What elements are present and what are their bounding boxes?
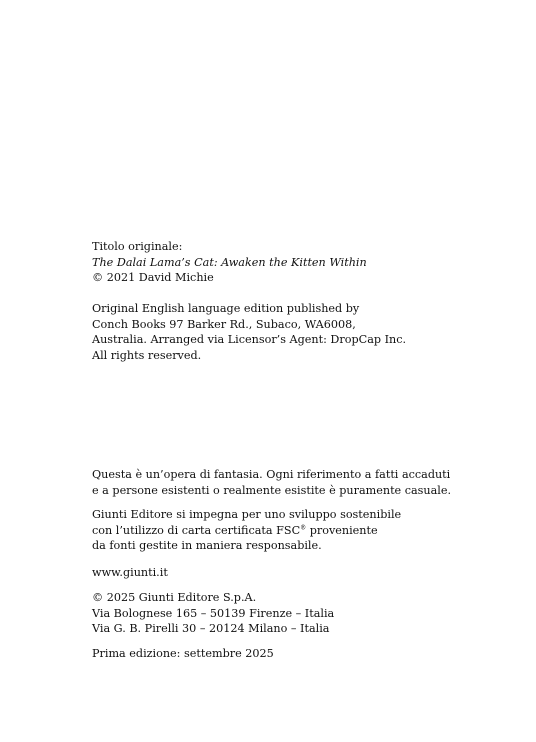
- fiction-line: e a persone esistenti o realmente esistite è puramente casuale.: [92, 483, 452, 497]
- website-link[interactable]: www.giunti.it: [92, 566, 168, 579]
- website-block: [92, 565, 512, 581]
- publisher-line: © 2025 Giunti Editore S.p.A.: [92, 591, 257, 604]
- fiction-line: Questa è un’opera di fantasia. Ogni riferimento a fatti accaduti: [92, 468, 451, 481]
- first-edition: Prima edizione: settembre 2025: [92, 647, 274, 660]
- edition-line: Conch Books 97 Barker Rd., Subaco, WA6008,: [92, 317, 356, 331]
- original-title: The Dalai Lama’s Cat: Awaken the Kitten Within: [92, 255, 367, 269]
- original-title-block: [92, 239, 512, 286]
- publisher-block: [92, 590, 512, 637]
- edition-line: Australia. Arranged via Licensor’s Agent: DropCap Inc.: [92, 333, 407, 346]
- fiction-disclaimer-block: [92, 467, 512, 498]
- publisher-line: Via G. B. Pirelli 30 – 20124 Milano – Italia: [92, 622, 330, 635]
- paper-line: Giunti Editore si impegna per uno sviluppo sostenibile: [92, 508, 402, 521]
- original-title-heading: Titolo originale:: [92, 240, 183, 253]
- edition-notice-block: [92, 301, 512, 363]
- edition-line: All rights reserved.: [92, 348, 202, 362]
- edition-line: Original English language edition published by: [92, 302, 360, 315]
- registered-mark: ®: [300, 523, 307, 531]
- original-copyright: © 2021 David Michie: [92, 271, 214, 284]
- first-edition-block: [92, 646, 512, 662]
- paper-line: da fonti gestite in maniera responsabile.: [92, 539, 322, 552]
- paper-line-text: con l’utilizzo di carta certificata FSC: [92, 523, 301, 537]
- publisher-line: Via Bolognese 165 – 50139 Firenze – Italia: [92, 606, 335, 620]
- paper-line-text: proveniente: [306, 523, 378, 537]
- paper-line: [92, 523, 512, 539]
- paper-notice-block: [92, 507, 512, 554]
